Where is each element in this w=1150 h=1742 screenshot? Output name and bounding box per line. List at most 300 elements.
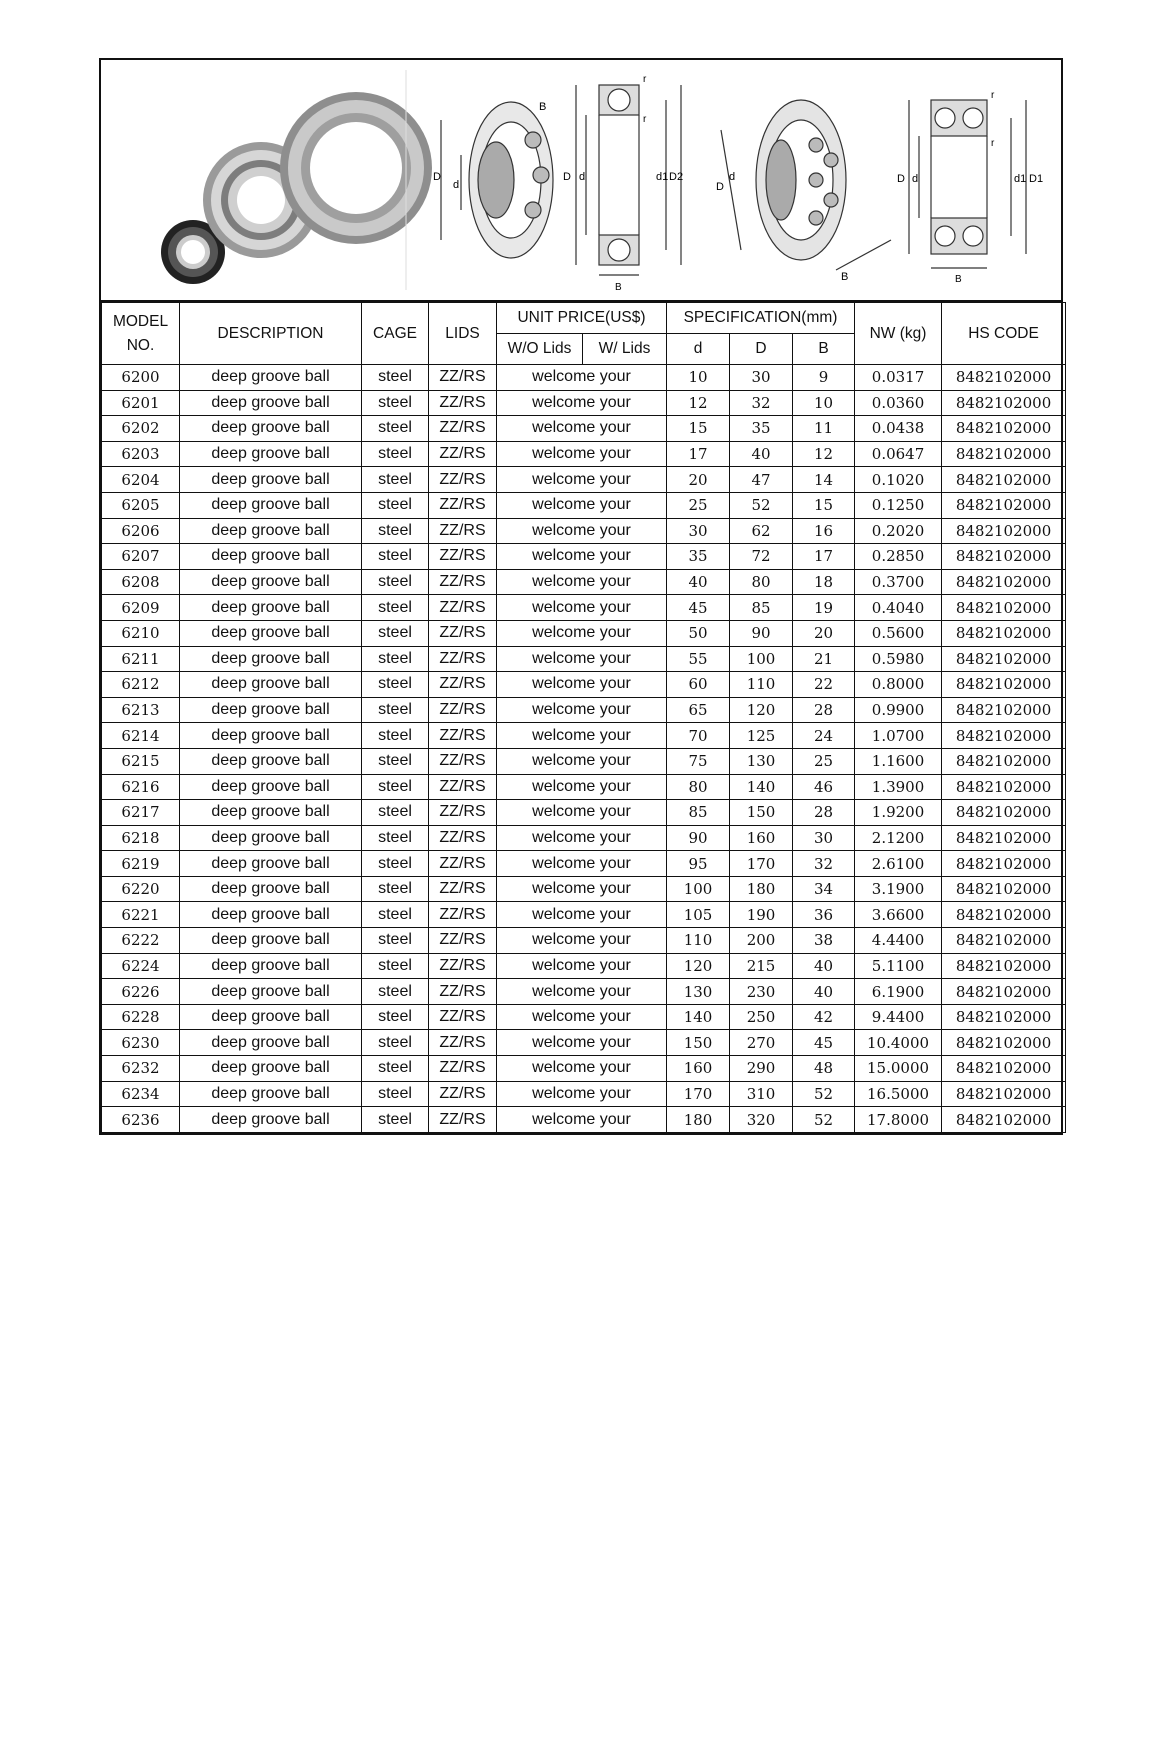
price-cell: welcome your [497, 646, 667, 672]
description-cell: deep groove ball [180, 697, 362, 723]
price-cell: welcome your [497, 748, 667, 774]
nw-cell: 6.1900 [855, 979, 942, 1005]
header-spec-B: B [793, 334, 855, 365]
header-lids: LIDS [429, 303, 497, 365]
spec-d-cell: 75 [667, 748, 730, 774]
model-cell: 6219 [102, 851, 180, 877]
price-cell: welcome your [497, 774, 667, 800]
lids-cell: ZZ/RS [429, 365, 497, 391]
spec-D-cell: 30 [730, 365, 793, 391]
fig3-label-d: d [579, 171, 586, 183]
description-cell: deep groove ball [180, 953, 362, 979]
spec-d-cell: 180 [667, 1107, 730, 1133]
lids-cell: ZZ/RS [429, 595, 497, 621]
fig4-label-d: d [729, 171, 736, 183]
spec-B-cell: 30 [793, 825, 855, 851]
table-row [102, 748, 1066, 774]
spec-d-cell: 160 [667, 1056, 730, 1082]
price-cell: welcome your [497, 1081, 667, 1107]
spec-B-cell: 38 [793, 928, 855, 954]
spec-B-cell: 48 [793, 1056, 855, 1082]
hs-code-cell: 8482102000 [942, 416, 1066, 442]
description-cell: deep groove ball [180, 723, 362, 749]
table-row [102, 492, 1066, 518]
nw-cell: 0.5980 [855, 646, 942, 672]
cage-cell: steel [362, 1004, 429, 1030]
spec-d-cell: 120 [667, 953, 730, 979]
model-cell: 6230 [102, 1030, 180, 1056]
hs-code-cell: 8482102000 [942, 672, 1066, 698]
nw-cell: 3.6600 [855, 902, 942, 928]
hs-code-cell: 8482102000 [942, 876, 1066, 902]
spec-d-cell: 30 [667, 518, 730, 544]
lids-cell: ZZ/RS [429, 928, 497, 954]
price-cell: welcome your [497, 672, 667, 698]
price-cell: welcome your [497, 518, 667, 544]
description-cell: deep groove ball [180, 851, 362, 877]
fig2-label-B: B [539, 101, 547, 113]
description-cell: deep groove ball [180, 1107, 362, 1133]
spec-B-cell: 52 [793, 1107, 855, 1133]
spec-d-cell: 80 [667, 774, 730, 800]
nw-cell: 0.4040 [855, 595, 942, 621]
table-row [102, 1030, 1066, 1056]
spec-D-cell: 120 [730, 697, 793, 723]
nw-cell: 2.6100 [855, 851, 942, 877]
cage-cell: steel [362, 467, 429, 493]
lids-cell: ZZ/RS [429, 800, 497, 826]
nw-cell: 0.8000 [855, 672, 942, 698]
cage-cell: steel [362, 569, 429, 595]
lids-cell: ZZ/RS [429, 646, 497, 672]
spec-d-cell: 35 [667, 544, 730, 570]
spec-D-cell: 190 [730, 902, 793, 928]
table-row [102, 390, 1066, 416]
model-cell: 6208 [102, 569, 180, 595]
hs-code-cell: 8482102000 [942, 620, 1066, 646]
spec-B-cell: 34 [793, 876, 855, 902]
price-cell: welcome your [497, 979, 667, 1005]
spec-B-cell: 16 [793, 518, 855, 544]
lids-cell: ZZ/RS [429, 1030, 497, 1056]
header-spec-D: D [730, 334, 793, 365]
nw-cell: 0.9900 [855, 697, 942, 723]
fig3-label-r2: r [643, 114, 647, 125]
spec-B-cell: 17 [793, 544, 855, 570]
spec-D-cell: 47 [730, 467, 793, 493]
price-cell: welcome your [497, 876, 667, 902]
spec-B-cell: 18 [793, 569, 855, 595]
nw-cell: 4.4400 [855, 928, 942, 954]
hs-code-cell: 8482102000 [942, 851, 1066, 877]
model-cell: 6215 [102, 748, 180, 774]
spec-D-cell: 80 [730, 569, 793, 595]
price-cell: welcome your [497, 902, 667, 928]
model-cell: 6204 [102, 467, 180, 493]
model-cell: 6220 [102, 876, 180, 902]
price-cell: welcome your [497, 928, 667, 954]
nw-cell: 10.4000 [855, 1030, 942, 1056]
lids-cell: ZZ/RS [429, 1107, 497, 1133]
bearing-photo [161, 92, 432, 284]
lids-cell: ZZ/RS [429, 697, 497, 723]
table-row [102, 825, 1066, 851]
model-cell: 6207 [102, 544, 180, 570]
spec-B-cell: 24 [793, 723, 855, 749]
cage-cell: steel [362, 697, 429, 723]
spec-D-cell: 215 [730, 953, 793, 979]
lids-cell: ZZ/RS [429, 979, 497, 1005]
spec-B-cell: 19 [793, 595, 855, 621]
spec-d-cell: 50 [667, 620, 730, 646]
spec-B-cell: 22 [793, 672, 855, 698]
description-cell: deep groove ball [180, 825, 362, 851]
hs-code-cell: 8482102000 [942, 365, 1066, 391]
hs-code-cell: 8482102000 [942, 928, 1066, 954]
cage-cell: steel [362, 1107, 429, 1133]
spec-D-cell: 160 [730, 825, 793, 851]
lids-cell: ZZ/RS [429, 1056, 497, 1082]
description-cell: deep groove ball [180, 1030, 362, 1056]
cage-cell: steel [362, 1056, 429, 1082]
table-row [102, 876, 1066, 902]
table-row [102, 774, 1066, 800]
fig5-label-D1: D1 [1029, 173, 1044, 185]
lids-cell: ZZ/RS [429, 672, 497, 698]
model-cell: 6218 [102, 825, 180, 851]
model-cell: 6209 [102, 595, 180, 621]
model-cell: 6205 [102, 492, 180, 518]
cage-cell: steel [362, 748, 429, 774]
cage-cell: steel [362, 492, 429, 518]
cage-cell: steel [362, 825, 429, 851]
double-row-cutaway-diagram [721, 100, 891, 270]
fig3-label-D2: D2 [669, 171, 684, 183]
table-row [102, 620, 1066, 646]
spec-D-cell: 85 [730, 595, 793, 621]
cage-cell: steel [362, 953, 429, 979]
header-model-line2: NO. [126, 336, 155, 354]
model-cell: 6216 [102, 774, 180, 800]
spec-d-cell: 65 [667, 697, 730, 723]
spec-B-cell: 40 [793, 953, 855, 979]
hs-code-cell: 8482102000 [942, 800, 1066, 826]
spec-D-cell: 90 [730, 620, 793, 646]
hs-code-cell: 8482102000 [942, 1107, 1066, 1133]
cage-cell: steel [362, 646, 429, 672]
spec-B-cell: 42 [793, 1004, 855, 1030]
price-cell: welcome your [497, 416, 667, 442]
model-cell: 6210 [102, 620, 180, 646]
nw-cell: 16.5000 [855, 1081, 942, 1107]
spec-d-cell: 95 [667, 851, 730, 877]
price-cell: welcome your [497, 1056, 667, 1082]
fig3-label-d1: d1 [656, 171, 669, 183]
cage-cell: steel [362, 1081, 429, 1107]
spec-d-cell: 105 [667, 902, 730, 928]
hs-code-cell: 8482102000 [942, 774, 1066, 800]
description-cell: deep groove ball [180, 620, 362, 646]
description-cell: deep groove ball [180, 492, 362, 518]
lids-cell: ZZ/RS [429, 467, 497, 493]
description-cell: deep groove ball [180, 902, 362, 928]
header-row-1 [102, 303, 1066, 334]
description-cell: deep groove ball [180, 518, 362, 544]
spec-D-cell: 200 [730, 928, 793, 954]
spec-d-cell: 20 [667, 467, 730, 493]
table-row [102, 851, 1066, 877]
table-row [102, 646, 1066, 672]
spec-D-cell: 290 [730, 1056, 793, 1082]
header-spec-d: d [667, 334, 730, 365]
spec-B-cell: 40 [793, 979, 855, 1005]
model-cell: 6228 [102, 1004, 180, 1030]
cage-cell: steel [362, 518, 429, 544]
nw-cell: 5.1100 [855, 953, 942, 979]
spec-D-cell: 230 [730, 979, 793, 1005]
fig3-label-r1: r [643, 74, 647, 85]
cage-cell: steel [362, 390, 429, 416]
table-row [102, 569, 1066, 595]
cage-cell: steel [362, 441, 429, 467]
spec-D-cell: 72 [730, 544, 793, 570]
nw-cell: 2.1200 [855, 825, 942, 851]
description-cell: deep groove ball [180, 774, 362, 800]
table-row [102, 365, 1066, 391]
spec-B-cell: 11 [793, 416, 855, 442]
model-cell: 6211 [102, 646, 180, 672]
fig3-label-B: B [615, 282, 622, 293]
description-cell: deep groove ball [180, 928, 362, 954]
spec-B-cell: 25 [793, 748, 855, 774]
lids-cell: ZZ/RS [429, 774, 497, 800]
spec-B-cell: 9 [793, 365, 855, 391]
spec-B-cell: 20 [793, 620, 855, 646]
spec-B-cell: 12 [793, 441, 855, 467]
cage-cell: steel [362, 774, 429, 800]
hs-code-cell: 8482102000 [942, 646, 1066, 672]
header-model-line1: MODEL [112, 312, 169, 330]
model-cell: 6232 [102, 1056, 180, 1082]
cage-cell: steel [362, 620, 429, 646]
spec-d-cell: 45 [667, 595, 730, 621]
cage-cell: steel [362, 1030, 429, 1056]
table-row [102, 697, 1066, 723]
double-row-section-diagram [909, 100, 1026, 268]
cage-cell: steel [362, 365, 429, 391]
bearing-spec-table [101, 302, 1066, 1133]
price-cell: welcome your [497, 825, 667, 851]
nw-cell: 3.1900 [855, 876, 942, 902]
price-cell: welcome your [497, 544, 667, 570]
fig3-label-D: D [563, 171, 571, 183]
model-cell: 6214 [102, 723, 180, 749]
lids-cell: ZZ/RS [429, 416, 497, 442]
spec-D-cell: 140 [730, 774, 793, 800]
spec-D-cell: 270 [730, 1030, 793, 1056]
table-row [102, 902, 1066, 928]
model-cell: 6203 [102, 441, 180, 467]
price-cell: welcome your [497, 697, 667, 723]
description-cell: deep groove ball [180, 390, 362, 416]
table-row [102, 953, 1066, 979]
cage-cell: steel [362, 672, 429, 698]
nw-cell: 1.9200 [855, 800, 942, 826]
hs-code-cell: 8482102000 [942, 1030, 1066, 1056]
price-cell: welcome your [497, 1107, 667, 1133]
fig5-label-r1: r [991, 90, 995, 101]
hs-code-cell: 8482102000 [942, 953, 1066, 979]
description-cell: deep groove ball [180, 544, 362, 570]
header-model [102, 303, 180, 365]
nw-cell: 1.0700 [855, 723, 942, 749]
lids-cell: ZZ/RS [429, 902, 497, 928]
nw-cell: 9.4400 [855, 1004, 942, 1030]
table-row [102, 544, 1066, 570]
spec-D-cell: 110 [730, 672, 793, 698]
hs-code-cell: 8482102000 [942, 467, 1066, 493]
description-cell: deep groove ball [180, 979, 362, 1005]
cage-cell: steel [362, 544, 429, 570]
spec-B-cell: 36 [793, 902, 855, 928]
model-cell: 6202 [102, 416, 180, 442]
description-cell: deep groove ball [180, 569, 362, 595]
price-cell: welcome your [497, 365, 667, 391]
model-cell: 6201 [102, 390, 180, 416]
hs-code-cell: 8482102000 [942, 518, 1066, 544]
cage-cell: steel [362, 595, 429, 621]
nw-cell: 15.0000 [855, 1056, 942, 1082]
hs-code-cell: 8482102000 [942, 544, 1066, 570]
nw-cell: 1.1600 [855, 748, 942, 774]
model-cell: 6234 [102, 1081, 180, 1107]
table-row [102, 1081, 1066, 1107]
description-cell: deep groove ball [180, 748, 362, 774]
description-cell: deep groove ball [180, 595, 362, 621]
spec-d-cell: 12 [667, 390, 730, 416]
table-row [102, 441, 1066, 467]
hs-code-cell: 8482102000 [942, 1081, 1066, 1107]
nw-cell: 0.0360 [855, 390, 942, 416]
spec-B-cell: 46 [793, 774, 855, 800]
spec-D-cell: 35 [730, 416, 793, 442]
bearing-illustrations [101, 60, 1061, 300]
hs-code-cell: 8482102000 [942, 569, 1066, 595]
nw-cell: 0.0438 [855, 416, 942, 442]
description-cell: deep groove ball [180, 646, 362, 672]
cage-cell: steel [362, 800, 429, 826]
product-sheet [99, 58, 1063, 1135]
lids-cell: ZZ/RS [429, 544, 497, 570]
price-cell: welcome your [497, 953, 667, 979]
hs-code-cell: 8482102000 [942, 1056, 1066, 1082]
cage-cell: steel [362, 876, 429, 902]
spec-D-cell: 250 [730, 1004, 793, 1030]
hs-code-cell: 8482102000 [942, 723, 1066, 749]
header-specification: SPECIFICATION(mm) [667, 303, 855, 334]
price-cell: welcome your [497, 467, 667, 493]
table-row [102, 723, 1066, 749]
spec-d-cell: 10 [667, 365, 730, 391]
model-cell: 6213 [102, 697, 180, 723]
fig5-label-B: B [955, 274, 962, 285]
spec-d-cell: 85 [667, 800, 730, 826]
spec-d-cell: 70 [667, 723, 730, 749]
cage-cell: steel [362, 928, 429, 954]
description-cell: deep groove ball [180, 1056, 362, 1082]
lids-cell: ZZ/RS [429, 953, 497, 979]
lids-cell: ZZ/RS [429, 492, 497, 518]
description-cell: deep groove ball [180, 1004, 362, 1030]
fig4-label-B: B [841, 271, 849, 283]
spec-d-cell: 60 [667, 672, 730, 698]
header-cage: CAGE [362, 303, 429, 365]
model-cell: 6222 [102, 928, 180, 954]
spec-d-cell: 15 [667, 416, 730, 442]
price-cell: welcome your [497, 800, 667, 826]
spec-d-cell: 110 [667, 928, 730, 954]
spec-D-cell: 125 [730, 723, 793, 749]
spec-D-cell: 40 [730, 441, 793, 467]
table-row [102, 1107, 1066, 1133]
spec-D-cell: 170 [730, 851, 793, 877]
spec-D-cell: 62 [730, 518, 793, 544]
table-row [102, 672, 1066, 698]
nw-cell: 0.2020 [855, 518, 942, 544]
header-price-without-lids: W/O Lids [497, 334, 583, 365]
lids-cell: ZZ/RS [429, 441, 497, 467]
fig5-label-d1: d1 [1014, 173, 1027, 185]
spec-d-cell: 25 [667, 492, 730, 518]
table-row [102, 1004, 1066, 1030]
spec-d-cell: 55 [667, 646, 730, 672]
lids-cell: ZZ/RS [429, 1004, 497, 1030]
cage-cell: steel [362, 902, 429, 928]
table-row [102, 595, 1066, 621]
table-row [102, 979, 1066, 1005]
spec-d-cell: 17 [667, 441, 730, 467]
lids-cell: ZZ/RS [429, 723, 497, 749]
header-description: DESCRIPTION [180, 303, 362, 365]
nw-cell: 0.5600 [855, 620, 942, 646]
lids-cell: ZZ/RS [429, 1081, 497, 1107]
spec-B-cell: 45 [793, 1030, 855, 1056]
lids-cell: ZZ/RS [429, 748, 497, 774]
price-cell: welcome your [497, 390, 667, 416]
model-cell: 6200 [102, 365, 180, 391]
description-cell: deep groove ball [180, 416, 362, 442]
description-cell: deep groove ball [180, 1081, 362, 1107]
table-body [102, 365, 1066, 1133]
hs-code-cell: 8482102000 [942, 390, 1066, 416]
model-cell: 6236 [102, 1107, 180, 1133]
cage-cell: steel [362, 416, 429, 442]
cage-cell: steel [362, 979, 429, 1005]
table-row [102, 518, 1066, 544]
price-cell: welcome your [497, 492, 667, 518]
spec-D-cell: 100 [730, 646, 793, 672]
table-row [102, 928, 1066, 954]
bearing-images-panel [101, 60, 1061, 302]
nw-cell: 1.3900 [855, 774, 942, 800]
spec-d-cell: 40 [667, 569, 730, 595]
fig5-label-r2: r [991, 138, 995, 149]
spec-B-cell: 52 [793, 1081, 855, 1107]
fig5-label-D: D [897, 173, 905, 185]
spec-D-cell: 310 [730, 1081, 793, 1107]
table-row [102, 467, 1066, 493]
spec-D-cell: 150 [730, 800, 793, 826]
